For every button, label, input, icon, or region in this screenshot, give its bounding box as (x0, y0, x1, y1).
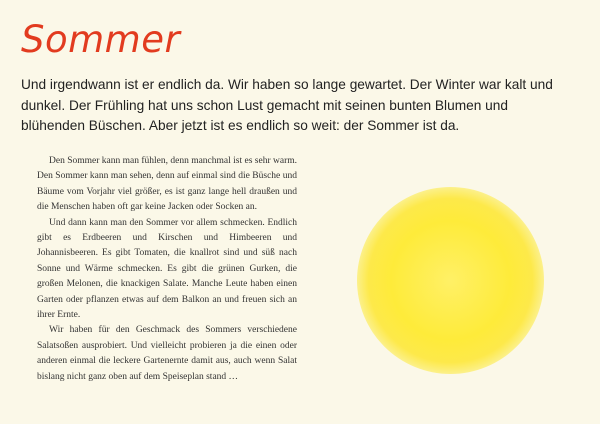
body-paragraph-2: Und dann kann man den Sommer vor allem schmecken. Endlich gibt es Erdbeeren und Kirschen und Himbeeren und Johannisbeeren. Es gibt Tomaten, die knallrot sind und süß nach Sonne und Wärme schmecken. Es gibt die grünen Gurken, die großen Melonen, die knackigen Salate. Manche Leute haben einen Garten oder pflanzen etwas auf dem Balkon an und freuen sich an ihrer Ernte. (37, 217, 297, 321)
intro-paragraph: Und irgendwann ist er endlich da. Wir haben so lange gewartet. Der Winter war kalt und dunkel. Der Frühling hat uns schon Lust gemacht mit seinen bunten Blumen und blühenden Büschen. Aber jetzt ist es endlich so weit: der Sommer ist da. (21, 77, 553, 133)
body-paragraph-1: Den Sommer kann man fühlen, denn manchmal ist es sehr warm. Den Sommer kann man sehen, denn auf einmal sind die Büsche und Bäume vom Vorjahr viel größer, es ist ganz lange hell draußen und die Menschen haben oft gar keine Jacken oder Socken an. (37, 156, 297, 213)
page-title: Sommer (21, 18, 181, 61)
sun-icon (357, 187, 544, 374)
body-paragraph-3: Wir haben für den Geschmack des Sommers verschiedene Salatsoßen ausprobiert. Und vielleicht probieren ja die einen oder anderen einmal die leckere Gartenernte damit aus, auch wenn Salat bislang nicht ganz oben auf dem Speiseplan stand … (37, 325, 297, 382)
body-text-column (37, 154, 297, 385)
